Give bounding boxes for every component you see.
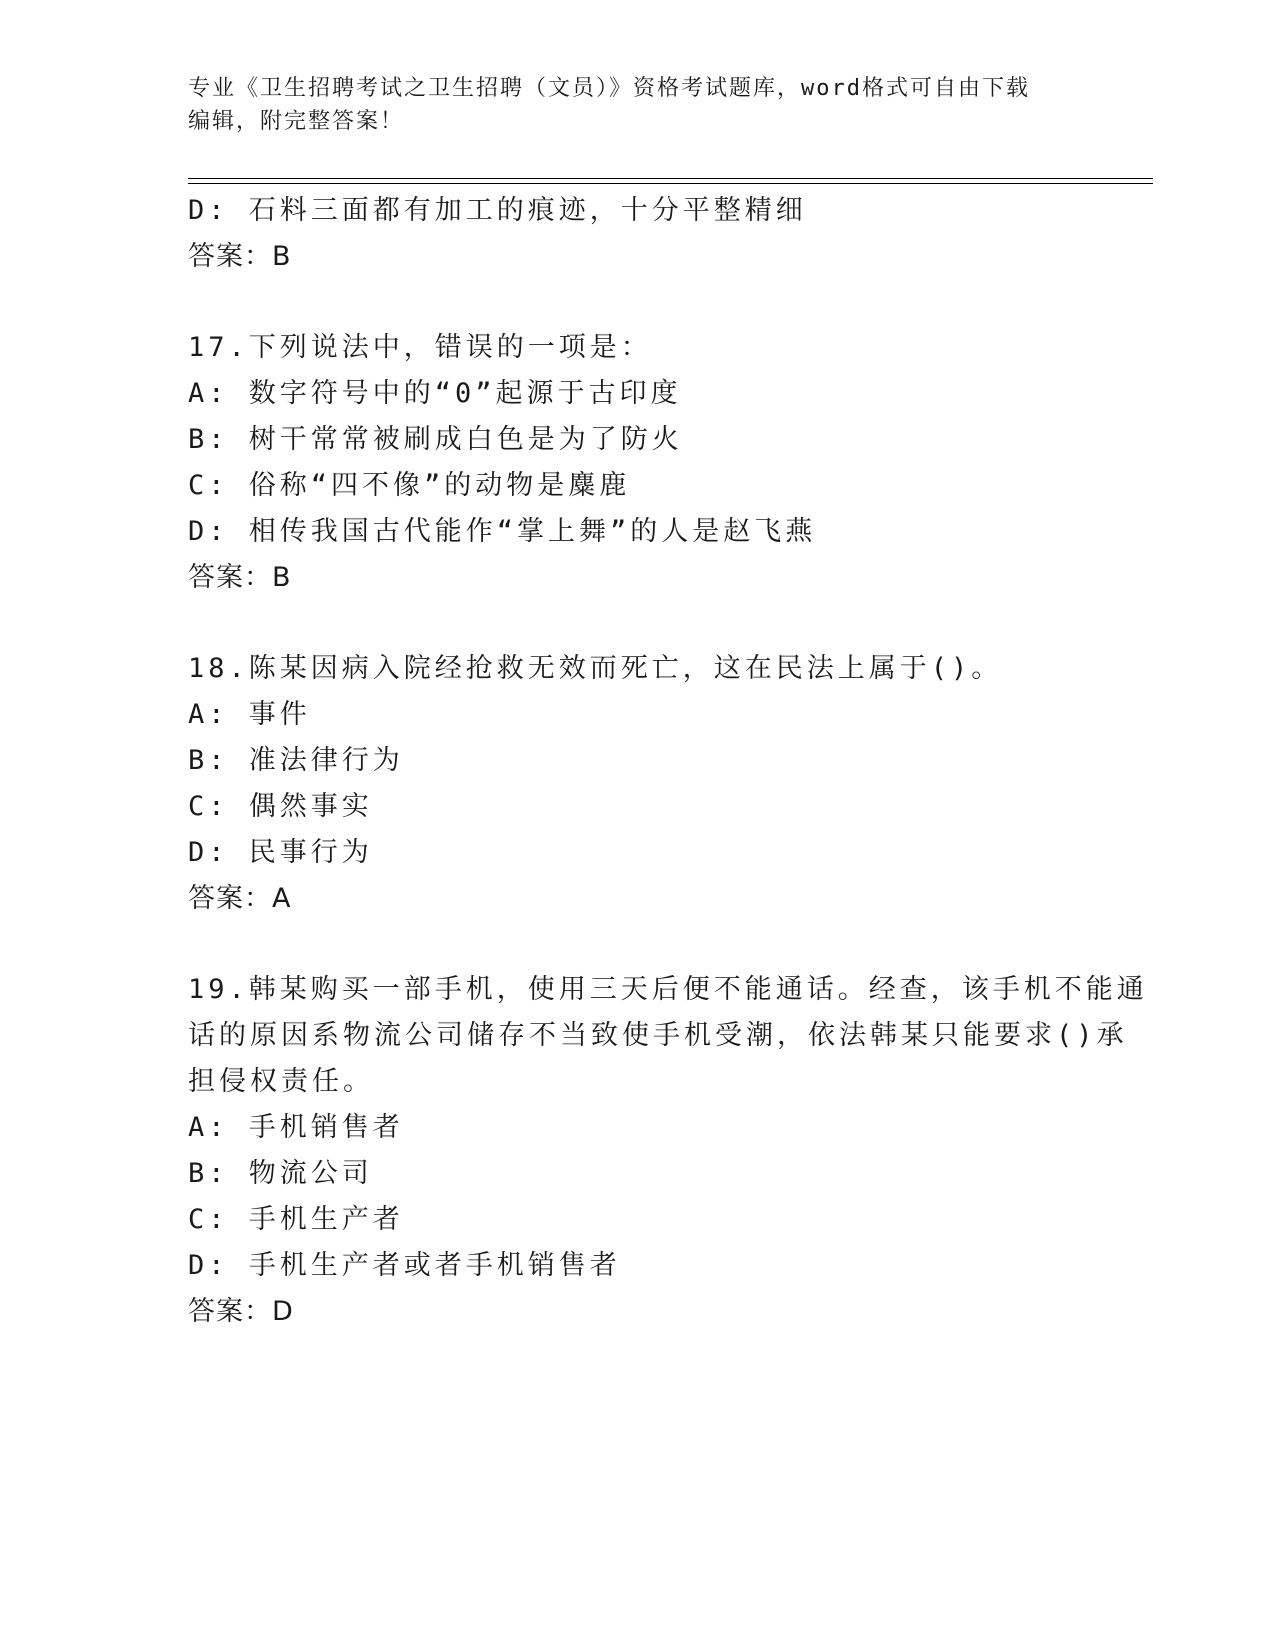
answer: 答案：D: [188, 1296, 294, 1327]
option-a: A: 数字符号中的“0”起源于古印度: [188, 378, 682, 409]
option-a: A: 事件: [188, 699, 311, 730]
option-b: B: 准法律行为: [188, 745, 404, 776]
option-d: D: 相传我国古代能作“掌上舞”的人是赵飞燕: [188, 516, 817, 547]
question-stem-line-2: 话的原因系物流公司储存不当致使手机受潮，依法韩某只能要求()承: [188, 1020, 1128, 1051]
option-c: C: 手机生产者: [188, 1204, 404, 1235]
question-stem: 17.下列说法中，错误的一项是：: [188, 332, 652, 363]
option-d: D: 手机生产者或者手机销售者: [188, 1250, 621, 1281]
question-stem-line-3: 担侵权责任。: [188, 1066, 374, 1097]
spacer: [188, 922, 1088, 967]
question-17: [188, 325, 1088, 601]
spacer: [188, 280, 1088, 325]
question-content: [188, 188, 1148, 1335]
answer: 答案：B: [188, 562, 292, 593]
question-stem-line-1: 19.韩某购买一部手机，使用三天后便不能通话。经查，该手机不能通: [188, 974, 1148, 1005]
header-divider-top: [188, 178, 1153, 179]
header-line-2: 编辑，附完整答案！: [188, 109, 405, 134]
option-b: B: 树干常常被刷成白色是为了防火: [188, 424, 683, 455]
option-c: C: 偶然事实: [188, 791, 373, 822]
option-b: B: 物流公司: [188, 1158, 373, 1189]
option-c: C: 俗称“四不像”的动物是麋鹿: [188, 470, 631, 501]
question-19: [188, 967, 1148, 1335]
question-18: [188, 646, 1088, 922]
answer: 答案：A: [188, 883, 292, 914]
option-a: A: 手机销售者: [188, 1112, 404, 1143]
header-line-1: 专业《卫生招聘考试之卫生招聘（文员）》资格考试题库，word格式可自由下载: [188, 76, 1030, 101]
prev-question-answer: 答案：B: [188, 241, 292, 272]
prev-question-option-d: D: 石料三面都有加工的痕迹，十分平整精细: [188, 195, 807, 226]
spacer: [188, 601, 1088, 646]
question-stem: 18.陈某因病入院经抢救无效而死亡，这在民法上属于()。: [188, 653, 1003, 684]
option-d: D: 民事行为: [188, 837, 373, 868]
header-divider-bottom: [188, 183, 1153, 184]
document-header: [188, 72, 1088, 138]
